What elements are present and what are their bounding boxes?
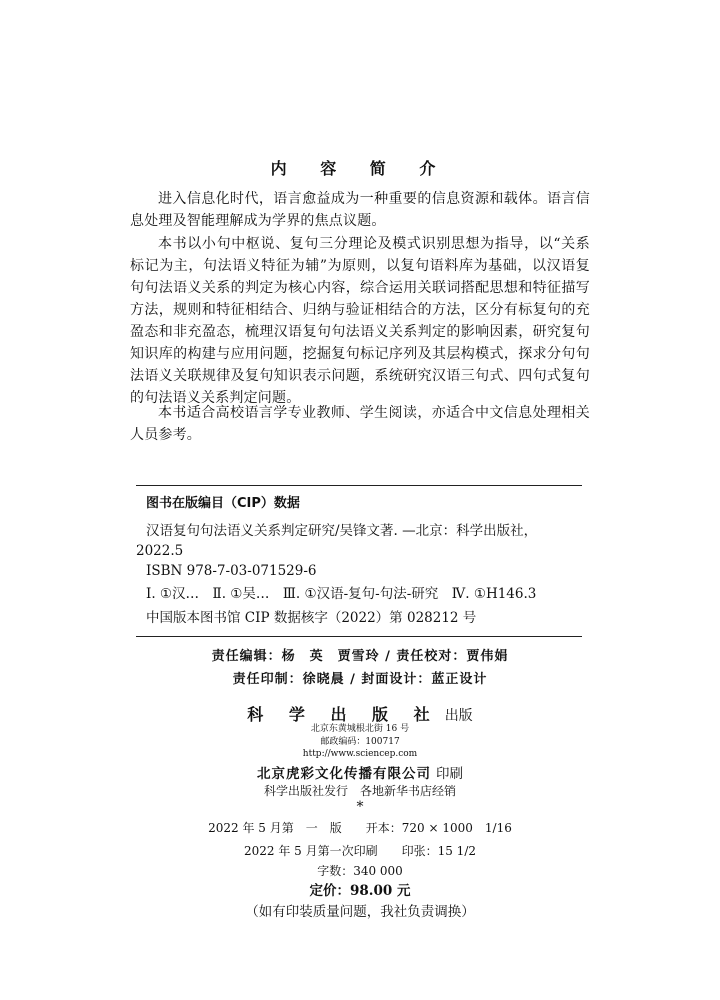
printer-role: 印刷 (436, 766, 464, 782)
distribution-line: 科学出版社发行 各地新华书店经销 (263, 784, 456, 798)
cip-title: 图书在版编目（CIP）数据 (146, 496, 300, 511)
publisher-address: 北京东黄城根北街 16 号 (310, 724, 410, 734)
cip-entry-line-2: 2022.5 (136, 543, 184, 559)
publisher-postcode: 邮政编码：100717 (320, 737, 400, 747)
word-count: 字数：340 000 (317, 864, 403, 878)
separator-asterisk: * (356, 799, 364, 815)
quality-notice: （如有印装质量问题，我社负责调换） (245, 904, 475, 920)
intro-paragraph-1: 进入信息化时代，语言愈益成为一种重要的信息资源和载体。语言信息处理及智能理解成为学界的焦点议题。 (130, 191, 590, 229)
cip-classification: Ⅰ. ①汉… Ⅱ. ①吴… Ⅲ. ①汉语-复句-句法-研究 Ⅳ. ①H146.3 (146, 586, 537, 602)
cip-top-rule (136, 485, 582, 486)
staff-line-2: 责任印制：徐晓晨 / 封面设计：蓝正设计 (232, 672, 488, 687)
printer-name: 北京虎彩文化传播有限公司 (256, 766, 431, 782)
price: 定价：98.00 元 (309, 883, 411, 899)
printer-line (0, 762, 720, 782)
publisher-website: http://www.sciencep.com (302, 749, 418, 759)
intro-paragraph-3: 本书适合高校语言学专业教师、学生阅读，亦适合中文信息处理相关人员参考。 (130, 405, 590, 443)
publisher-logo: 科 学 出 版 社 (247, 705, 440, 724)
edition-line-1: 2022 年 5 月第 一 版 开本：720 × 1000 1/16 (208, 821, 512, 835)
cip-isbn: ISBN 978-7-03-071529-6 (146, 563, 317, 579)
edition-line-2: 2022 年 5 月第一次印刷 印张：15 1/2 (243, 844, 476, 858)
publisher-role: 出版 (444, 708, 473, 724)
cip-entry-line-1: 汉语复句句法语义关系判定研究/吴锋文著. —北京：科学出版社， (146, 523, 538, 539)
intro-paragraph-2: 本书以小句中枢说、复句三分理论及模式识别思想为指导，以“关系标记为主，句法语义特征为辅”为原则，以复句语料库为基础，以汉语复句句法语义关系的判定为核心内容，综合运用关联词搭配思想和特征描写方法，规则和特征相结合、归纳与验证相结合的方法，区分有标复句的充盈态和非充盈态，梳理汉语复句句法语义关系判定的影响因素，研究复句知识库的构建与应用问题，挖掘复句标记序列及其层构模式，探求分句句法语义关联规律及复句知识表示问题，系统研究汉语三句式、四句式复句的句法语义关系判定问题。 (130, 236, 590, 406)
staff-line-1: 责任编辑：杨 英 贾雪玲 / 责任校对：贾伟娟 (211, 649, 509, 664)
intro-title: 内 容 简 介 (270, 159, 450, 178)
publisher-line (0, 702, 720, 725)
cip-bottom-rule (136, 636, 582, 637)
cip-record: 中国版本图书馆 CIP 数据核字（2022）第 028212 号 (146, 610, 477, 626)
